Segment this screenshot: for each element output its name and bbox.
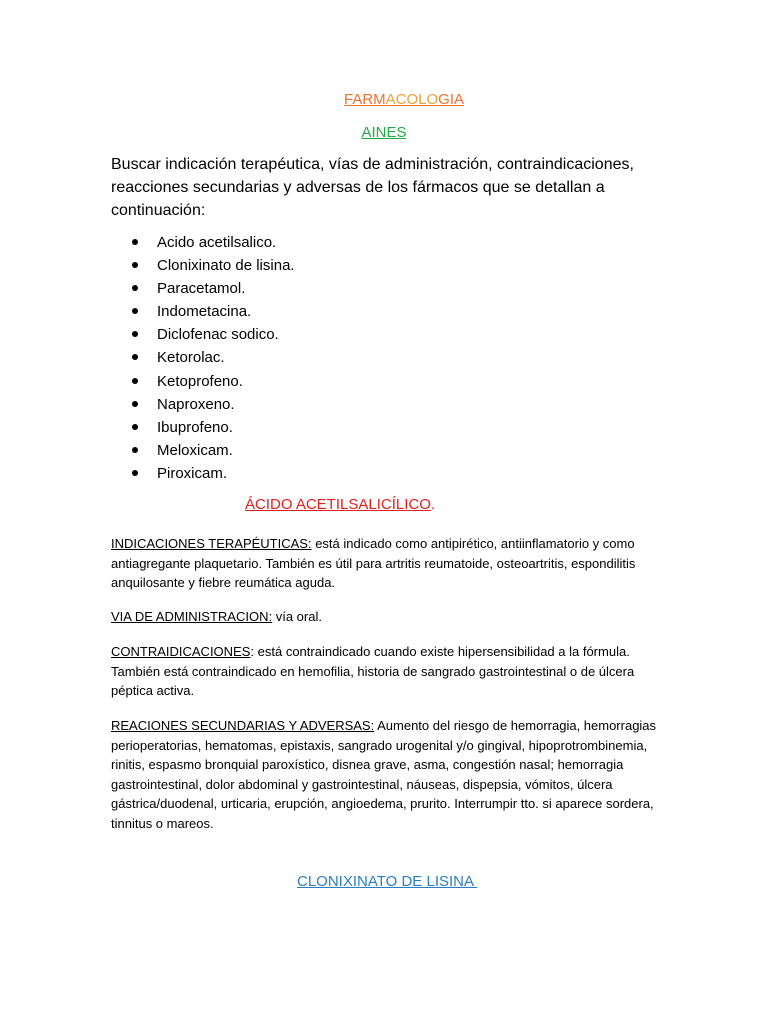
intro-paragraph: Buscar indicación terapéutica, vías de administración, contraindicaciones, reacciones secundarias y adversas de los fármacos que se detallan a continuación: [111, 156, 634, 219]
route-text: vía oral. [272, 609, 322, 624]
contraindications-text: : está contraindicado cuando existe hipersensibilidad a la fórmula. También está contraindicado en hemofilia, historia de sangrado gastrointestinal o de úlcera péptica activa. [111, 644, 635, 698]
drug-name: Acido acetilsalico. [157, 234, 277, 251]
document-subtitle: AINES [361, 124, 407, 141]
title-part-1: FARM [343, 91, 386, 108]
list-item [111, 231, 295, 254]
indications-paragraph [111, 534, 671, 593]
list-item [111, 277, 295, 300]
document-title [20, 91, 768, 108]
contraindications-label: CONTRAIDICACIONES [111, 644, 251, 659]
drug-name: Meloxicam. [157, 441, 233, 459]
drug-name: Indometacina. [157, 303, 252, 321]
bullet-icon [132, 424, 138, 430]
list-item [111, 462, 295, 485]
bullet-icon [132, 470, 138, 476]
adverse-reactions-paragraph [111, 716, 671, 833]
bullet-icon [132, 285, 138, 291]
route-label: VIA DE ADMINISTRACION: [111, 609, 273, 624]
drug-list [111, 231, 295, 485]
list-item [111, 346, 295, 369]
drug-name: Ibuprofeno. [157, 418, 233, 436]
bullet-icon [132, 447, 138, 453]
section-title [245, 496, 435, 513]
contraindications-paragraph [111, 642, 671, 701]
bullet-icon [132, 331, 138, 337]
bullet-icon [132, 308, 138, 314]
list-item [111, 300, 295, 323]
drug-name: Naproxeno. [157, 395, 235, 413]
drug-name: Clonixinato de lisina. [157, 257, 295, 275]
drug-name: Piroxicam. [157, 464, 228, 482]
adverse-reactions-label: REACIONES SECUNDARIAS Y ADVERSAS: [111, 718, 375, 733]
drug-name: Paracetamol. [157, 280, 246, 298]
bullet-icon [132, 239, 138, 245]
indications-text: está indicado como antipirético, antiinflamatorio y como antiagregante plaquetario. También es útil para artritis reumatoide, osteoartritis, espondilitis anquilosante y fiebre reumática aguda. [111, 536, 636, 590]
adverse-reactions-text: Aumento del riesgo de hemorragia, hemorragias perioperatorias, hematomas, epistaxis, sangrado urogenital y/o gingival, hipoprotrombinemia, rinitis, espasmo bronquial paroxístico, disnea grave, asma, congestión nasal; hemorragia gastrointestinal, dolor abdominal y gastrointestinal, náuseas, dispepsia, vómitos, úlcera gástrica/duodenal, urticaria, erupción, angioedema, prurito. Interrumpir tto. si aparece sordera, tinnitus o mareos. [111, 718, 657, 831]
drug-name: Diclofenac sodico. [157, 326, 279, 344]
bullet-icon [132, 401, 138, 407]
bullet-icon [132, 378, 138, 384]
list-item [111, 323, 295, 346]
list-item [111, 416, 295, 439]
section-title-suffix: . [430, 496, 436, 513]
list-item [111, 439, 295, 462]
drug-name: Ketoprofeno. [157, 372, 243, 390]
drug-name: Ketorolac. [157, 349, 225, 367]
bullet-icon [132, 262, 138, 268]
section-title-text: ÁCIDO ACETILSALICÍLICO [245, 496, 431, 513]
bullet-icon [132, 354, 138, 360]
next-section-title: CLONIXINATO DE LISINA [297, 873, 478, 890]
list-item [111, 393, 295, 416]
indications-label: INDICACIONES TERAPÉUTICAS: [111, 536, 312, 551]
list-item [111, 254, 295, 277]
list-item [111, 370, 295, 393]
route-paragraph [111, 607, 671, 627]
title-part-3: GIA [438, 91, 465, 108]
title-part-2: ACOLO [385, 91, 439, 108]
